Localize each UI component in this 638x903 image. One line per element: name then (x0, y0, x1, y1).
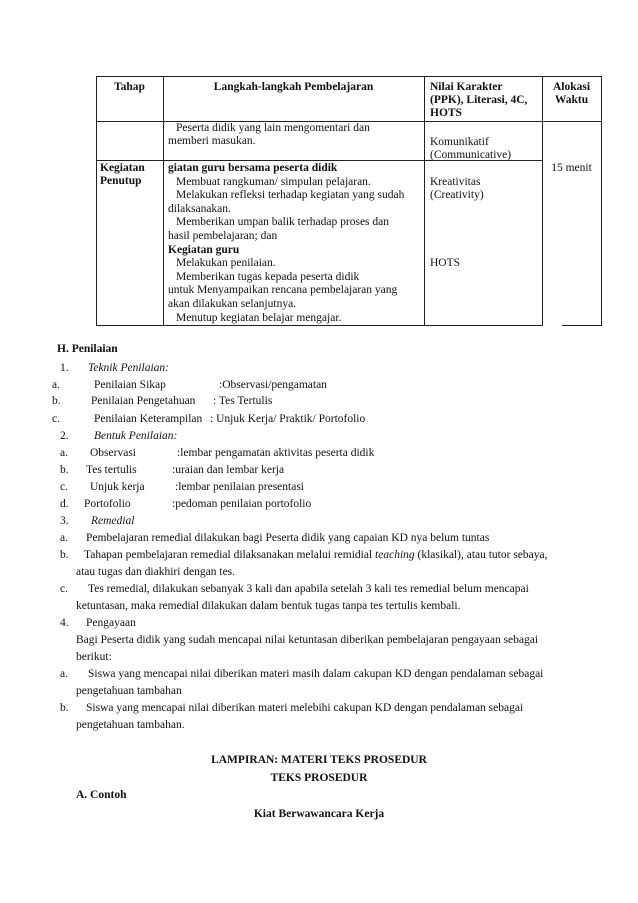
row2-langkah-line: untuk Menyampaikan rencana pembelajaran yang (168, 284, 398, 297)
pengayaan-text: Bagi Peserta didik yang sudah mencapai nilai ketuntasan diberikan pembelajaran pengayaan sebagai (76, 634, 539, 646)
pengayaan-item-text-cont: pengetahuan tambahan (76, 685, 182, 697)
row1-langkah-line: Peserta didik yang lain mengomentari dan (176, 122, 370, 134)
row2-langkah-line: Menutup kegiatan belajar mengajar. (176, 311, 342, 324)
row1-nilai-line: (Communicative) (430, 149, 512, 162)
header-nilai-line: (PPK), Literasi, 4C, (430, 94, 528, 107)
header-nilai-line: Nilai Karakter (430, 81, 503, 93)
teknik-item-value: : Unjuk Kerja/ Praktik/ Portofolio (210, 413, 366, 425)
row2-tahap-line: Kegiatan (100, 162, 145, 174)
row1-nilai (430, 136, 542, 162)
pengayaan-text-cont: berikut: (76, 651, 112, 663)
pengayaan-item-no: b. (60, 702, 69, 714)
header-nilai-line: HOTS (430, 107, 462, 120)
remedial-heading: Remedial (91, 515, 135, 527)
pengayaan-item-text: Siswa yang mencapai nilai diberikan materi masih dalam cakupan KD dengan pendalaman sebagai (88, 668, 544, 680)
row2-langkah-line: dilaksanakan. (168, 202, 231, 215)
row2-nilai-hots: HOTS (430, 257, 461, 269)
teknik-item-value: : Tes Tertulis (213, 395, 273, 407)
table-col-divider-3 (542, 76, 543, 326)
row1-langkah-line: memberi masukan. (168, 135, 256, 148)
bentuk-item-label: Tes tertulis (86, 464, 137, 476)
row2-nilai-kreatif (430, 176, 542, 202)
teknik-number: 1. (60, 362, 69, 374)
remedial-item-no: a. (60, 532, 68, 544)
header-langkah: Langkah-langkah Pembelajaran (213, 81, 374, 93)
teknik-item-no: a. (52, 379, 60, 391)
row2-nilai-line: Kreativitas (430, 176, 481, 188)
teknik-item-label: Penilaian Keterampilan (94, 413, 203, 425)
table-border-left (96, 76, 97, 326)
bentuk-heading: Bentuk Penilaian: (94, 430, 178, 442)
remedial-item-text: Pembelajaran remedial dilakukan bagi Peserta didik yang capaian KD nya belum tuntas (86, 532, 490, 544)
bentuk-number: 2. (60, 430, 69, 442)
remedial-text-part: (klasikal), atau tutor sebaya, (414, 549, 548, 561)
remedial-item-no: b. (60, 549, 69, 561)
row1-nilai-line: Komunikatif (430, 136, 489, 148)
penilaian-heading: H. Penilaian (57, 343, 118, 355)
row2-langkah-line: Melakukan refleksi terhadap kegiatan yang sudah (176, 189, 405, 202)
teknik-item-no: b. (52, 395, 61, 407)
bentuk-item-label: Portofolio (84, 498, 131, 510)
table-col-divider-1 (163, 76, 164, 326)
row2-langkah-line: Kegiatan guru (168, 243, 240, 256)
pengayaan-item-no: a. (60, 668, 68, 680)
table-border-bottom-right (562, 325, 602, 326)
header-alokasi-line: Alokasi (552, 81, 591, 93)
remedial-item-text (84, 549, 548, 562)
bentuk-item-value: :uraian dan lembar kerja (172, 464, 285, 476)
contoh-heading: A. Contoh (76, 789, 127, 801)
teknik-item-label: Penilaian Pengetahuan (91, 395, 196, 407)
pengayaan-heading: Pengayaan (86, 617, 136, 629)
remedial-text-italic: teaching (375, 549, 415, 561)
row2-nilai-line: (Creativity) (430, 189, 484, 202)
lesson-steps-table (96, 76, 602, 326)
row2-langkah (168, 162, 424, 325)
teknik-item-value: :Observasi/pengamatan (219, 379, 327, 391)
lampiran-subtitle: TEKS PROSEDUR (270, 772, 368, 784)
bentuk-item-value: :pedoman penilaian portofolio (172, 498, 312, 510)
example-title: Kiat Berwawancara Kerja (253, 808, 385, 820)
table-col-divider-2 (424, 76, 425, 326)
teknik-heading: Teknik Penilaian: (88, 362, 170, 374)
pengayaan-number: 4. (60, 617, 69, 629)
bentuk-item-label: Unjuk kerja (90, 481, 145, 493)
row2-langkah-line: Memberikan umpan balik terhadap proses dan (176, 216, 390, 229)
row2-tahap-line: Penutup (100, 175, 142, 188)
row2-langkah-line: giatan guru bersama peserta didik (168, 162, 338, 174)
row2-langkah-line: Memberikan tugas kepada peserta didik (176, 270, 360, 283)
remedial-item-text: Tes remedial, dilakukan sebanyak 3 kali dan apabila setelah 3 kali tes remedial belum mencapai (88, 583, 529, 595)
remedial-item-no: c. (60, 583, 68, 595)
row1-langkah (168, 122, 424, 148)
row2-langkah-line: hasil pembelajaran; dan (168, 229, 278, 242)
bentuk-item-value: :lembar penilaian presentasi (175, 481, 305, 493)
row2-langkah-line: akan dilakukan selanjutnya. (168, 297, 297, 310)
teknik-item-no: c. (52, 413, 60, 425)
pengayaan-item-text: Siswa yang mencapai nilai diberikan materi melebihi cakupan KD dengan pendalaman sebagai (86, 702, 524, 714)
pengayaan-item-text-cont: pengetahuan tambahan. (76, 719, 185, 731)
remedial-item-text-cont: ketuntasan, maka remedial dilakukan dalam bentuk tugas tanpa tes tertulis kembali. (76, 600, 461, 612)
remedial-item-text-cont: atau tugas dan diakhiri dengan tes. (76, 566, 236, 578)
teknik-item-label: Penilaian Sikap (94, 379, 166, 391)
bentuk-item-no: a. (60, 447, 68, 459)
bentuk-item-no: c. (60, 481, 68, 493)
bentuk-item-no: d. (60, 498, 69, 510)
row2-langkah-line: Melakukan penilaian. (176, 257, 276, 270)
bentuk-item-label: Observasi (90, 447, 136, 459)
header-tahap: Tahap (114, 81, 145, 93)
remedial-text-part: Tahapan pembelajaran remedial dilaksanakan melalui remidial (84, 549, 376, 561)
lampiran-title: LAMPIRAN: MATERI TEKS PROSEDUR (211, 754, 427, 766)
row2-alokasi: 15 menit (551, 162, 592, 174)
header-nilai (430, 81, 542, 121)
bentuk-item-no: b. (60, 464, 69, 476)
row2-langkah-line: Membuat rangkuman/ simpulan pelajaran. (176, 175, 371, 188)
row2-tahap (100, 162, 163, 188)
table-border-top (96, 76, 602, 77)
header-alokasi (542, 81, 601, 107)
table-border-right (601, 76, 602, 326)
header-alokasi-line: Waktu (554, 94, 589, 107)
bentuk-item-value: :lembar pengamatan aktivitas peserta didik (177, 447, 375, 459)
remedial-number: 3. (60, 515, 69, 527)
